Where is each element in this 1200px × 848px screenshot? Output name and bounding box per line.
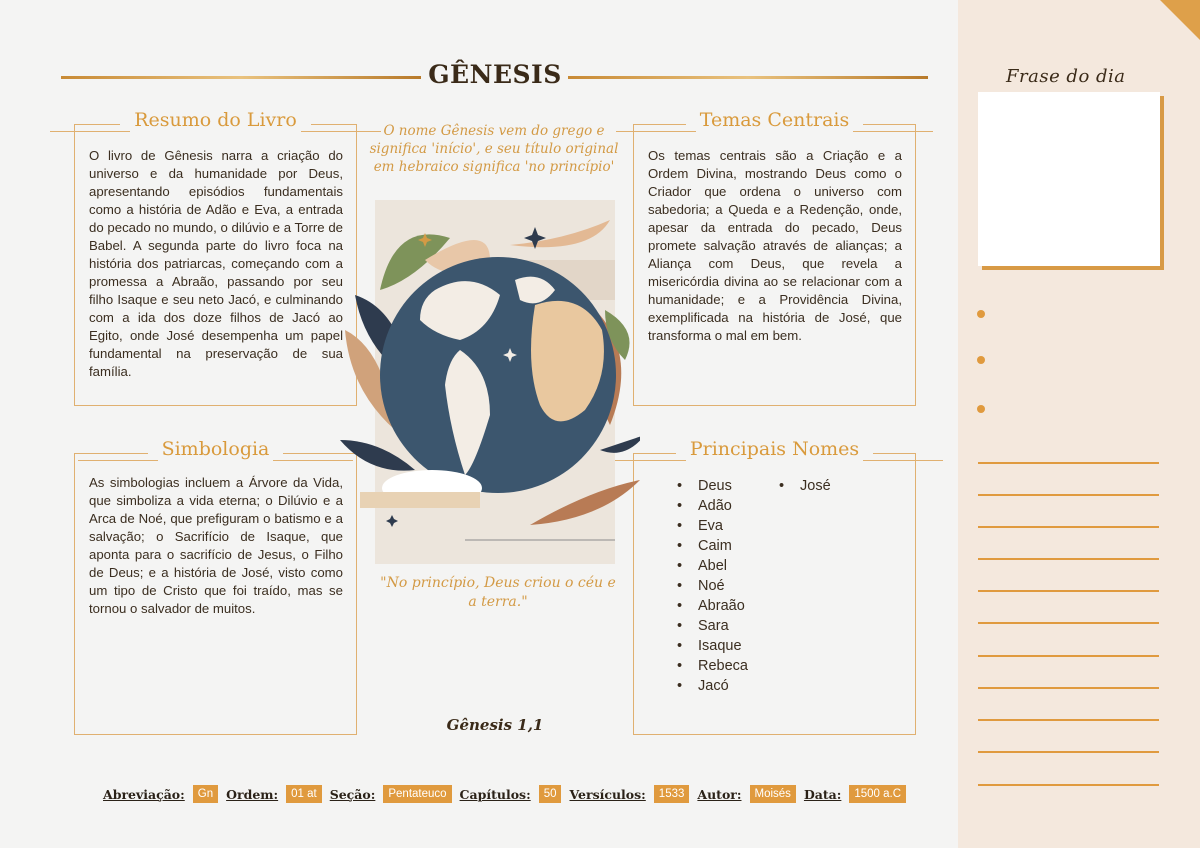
data-label: Data: bbox=[803, 786, 842, 802]
abreviacao-value: Gn bbox=[193, 785, 218, 803]
nomes-heading: Principais Nomes bbox=[676, 438, 873, 460]
note-line bbox=[978, 687, 1159, 689]
simbologia-heading-wrap bbox=[75, 438, 356, 460]
etymology-quote: O nome Gênesis vem do grego e significa 'início', e seu título original em hebraico significa 'no princípio' bbox=[369, 123, 619, 175]
verse-reference: Gênesis 1,1 bbox=[446, 716, 544, 734]
note-line bbox=[978, 462, 1159, 464]
title-line-left bbox=[61, 76, 421, 79]
list-item: • José bbox=[779, 476, 831, 496]
note-line bbox=[978, 655, 1159, 657]
autor-value: Moisés bbox=[750, 785, 796, 803]
ordem-value: 01 at bbox=[286, 785, 322, 803]
resumo-heading: Resumo do Livro bbox=[120, 109, 311, 131]
temas-box bbox=[633, 109, 916, 406]
corner-decoration bbox=[1160, 0, 1200, 40]
bullet-dot bbox=[977, 405, 985, 413]
list-item: • Adão bbox=[677, 496, 748, 516]
list-item: • Isaque bbox=[677, 636, 748, 656]
note-line bbox=[978, 751, 1159, 753]
temas-text: Os temas centrais são a Criação e a Ordem Divina, mostrando Deus como o Criador que ordena o universo com sabedoria; a Queda e a Redenção, onde, apesar da entrada do pecado, Deus promete salvação através de alianças; a Aliança com Deus, que revela a misericórdia divina ao se relacionar com a humanidade; e a Providência Divina, exemplificada na história de José, que transforma o mal em bem. bbox=[648, 148, 902, 343]
list-item: • Deus bbox=[677, 476, 748, 496]
note-line bbox=[978, 590, 1159, 592]
names-col2 bbox=[779, 476, 831, 496]
simbologia-text: As simbologias incluem a Árvore da Vida, que simboliza a vida eterna; o Dilúvio e a Arca de Noé, que prefiguram o batismo e a salvação; o Sacrifício de Isaque, que aponta para o sacrifício de Jesus, o Filho de Deus; e a história de José, visto como um tipo de Cristo que foi traído, mas se tornou o salvador de muitos. bbox=[89, 475, 343, 616]
ground-strip bbox=[360, 492, 480, 508]
nomes-box bbox=[633, 438, 916, 735]
frase-do-dia-box bbox=[978, 92, 1160, 266]
names-list bbox=[677, 476, 831, 696]
note-line bbox=[978, 622, 1159, 624]
versiculos-value: 1533 bbox=[654, 785, 690, 803]
book-info-footer bbox=[103, 785, 906, 803]
list-item: • Noé bbox=[677, 576, 748, 596]
resumo-heading-wrap bbox=[75, 109, 356, 131]
page-title: GÊNESIS bbox=[428, 60, 562, 89]
title-line-right bbox=[568, 76, 928, 79]
simbologia-heading: Simbologia bbox=[148, 438, 284, 460]
temas-heading: Temas Centrais bbox=[686, 109, 863, 131]
genesis-quote: "No princípio, Deus criou o céu e a terra." bbox=[380, 575, 616, 610]
list-item: • Eva bbox=[677, 516, 748, 536]
capitulos-value: 50 bbox=[539, 785, 562, 803]
note-line bbox=[978, 719, 1159, 721]
list-item: • Caim bbox=[677, 536, 748, 556]
list-item: • Abraão bbox=[677, 596, 748, 616]
list-item: • Sara bbox=[677, 616, 748, 636]
simbologia-box bbox=[74, 438, 357, 735]
abreviacao-label: Abreviação: bbox=[103, 786, 185, 802]
names-col1 bbox=[677, 476, 748, 696]
resumo-text: O livro de Gênesis narra a criação do universo e da humanidade por Deus, apresentando episódios fundamentais como a história de Adão e Eva, a entrada do pecado no mundo, o dilúvio e a Torre de Babel. A segunda parte do livro foca na história dos patriarcas, começando com a promessa a Abraão, passando por seu filho Isaque e seu neto Jacó, e culminando com a ida dos doze filhos de Jacó ao Egito, onde José desempenha um papel fundamental na preservação de sua família. bbox=[89, 148, 343, 379]
note-line bbox=[978, 526, 1159, 528]
secao-label: Seção: bbox=[329, 786, 376, 802]
nomes-heading-wrap bbox=[634, 438, 915, 460]
bullet-dot bbox=[977, 310, 985, 318]
note-line bbox=[978, 558, 1159, 560]
ordem-label: Ordem: bbox=[226, 786, 279, 802]
secao-value: Pentateuco bbox=[383, 785, 451, 803]
list-item: • Rebeca bbox=[677, 656, 748, 676]
list-item: • Abel bbox=[677, 556, 748, 576]
note-line bbox=[978, 494, 1159, 496]
resumo-box bbox=[74, 109, 357, 406]
frase-do-dia-title: Frase do dia bbox=[1006, 66, 1126, 87]
versiculos-label: Versículos: bbox=[569, 786, 646, 802]
autor-label: Autor: bbox=[697, 786, 742, 802]
capitulos-label: Capítulos: bbox=[459, 786, 531, 802]
data-value: 1500 a.C bbox=[849, 785, 906, 803]
bullet-dot bbox=[977, 356, 985, 364]
list-item: • Jacó bbox=[677, 676, 748, 696]
globe-illustration bbox=[340, 200, 640, 566]
temas-heading-wrap bbox=[634, 109, 915, 131]
note-line bbox=[978, 784, 1159, 786]
